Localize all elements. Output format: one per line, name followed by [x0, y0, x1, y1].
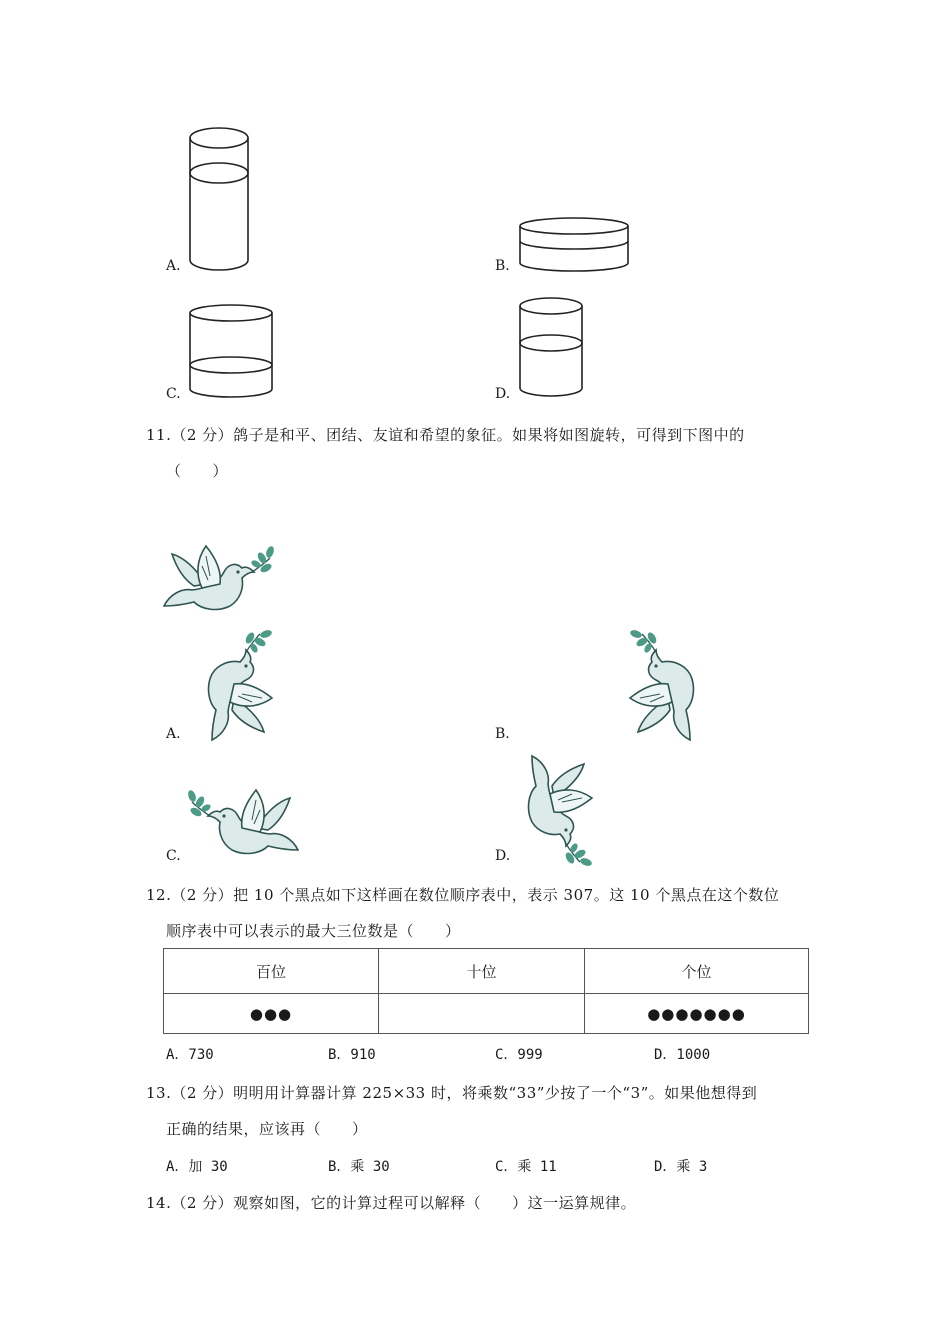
option-d-label: D.: [495, 848, 511, 864]
question-14-text: 14.（2 分）观察如图，它的计算过程可以解释（ ）这一运算规律。: [146, 1194, 637, 1212]
cell-ones-dots: ●●●●●●●: [585, 994, 809, 1034]
cell-tens-dots: [379, 994, 585, 1034]
choice-d: D．乘 3: [654, 1159, 708, 1175]
dove-option-d-figure: [516, 754, 606, 866]
table-header-row: [164, 949, 809, 994]
choice-c: C．乘 11: [495, 1159, 557, 1175]
header-hundreds: 百位: [164, 949, 379, 994]
choice-d: D．1000: [654, 1047, 711, 1063]
question-12-text: 12.（2 分）把 10 个黑点如下这样画在数位顺序表中，表示 307。这 10 个黑点在这个数位: [146, 886, 780, 904]
header-ones: 个位: [585, 949, 809, 994]
question-11-text: 11.（2 分）鸽子是和平、团结、友谊和希望的象征。如果将如图旋转，可得到下图中的: [146, 426, 745, 444]
choice-b: B．910: [328, 1047, 376, 1063]
option-b-label: B.: [495, 726, 510, 742]
place-value-table: [163, 948, 809, 1034]
cylinder-tall-figure: [188, 126, 250, 274]
option-c-label: C.: [166, 386, 181, 402]
dove-option-c-figure: [186, 776, 300, 862]
table-row: [164, 994, 809, 1034]
header-tens: 十位: [379, 949, 585, 994]
choice-c: C．999: [495, 1047, 543, 1063]
question-13-text: 13.（2 分）明明用计算器计算 225×33 时，将乘数“33”少按了一个“3”。如果他想得到: [146, 1084, 758, 1102]
option-c-label: C.: [166, 848, 181, 864]
cell-hundreds-dots: ●●●: [164, 994, 379, 1034]
dove-option-b-figure: [516, 628, 616, 742]
option-d-label: D.: [495, 386, 511, 402]
choice-a: A．加 30: [166, 1159, 228, 1175]
question-12-text-continued: 顺序表中可以表示的最大三位数是（ ）: [166, 922, 461, 940]
option-b-label: B.: [495, 258, 510, 274]
cylinder-flat-figure: [518, 216, 630, 274]
question-11-blank: （ ）: [166, 462, 229, 480]
choice-a: A．730: [166, 1047, 214, 1063]
cylinder-wide-figure: [188, 303, 274, 401]
cylinder-medium-figure: [518, 296, 584, 402]
option-a-label: A.: [166, 726, 181, 742]
dove-option-a-figure: [186, 628, 286, 742]
option-a-label: A.: [166, 258, 181, 274]
choice-b: B．乘 30: [328, 1159, 390, 1175]
dove-original-figure: [162, 532, 276, 618]
question-13-text-continued: 正确的结果，应该再（ ）: [166, 1120, 368, 1138]
